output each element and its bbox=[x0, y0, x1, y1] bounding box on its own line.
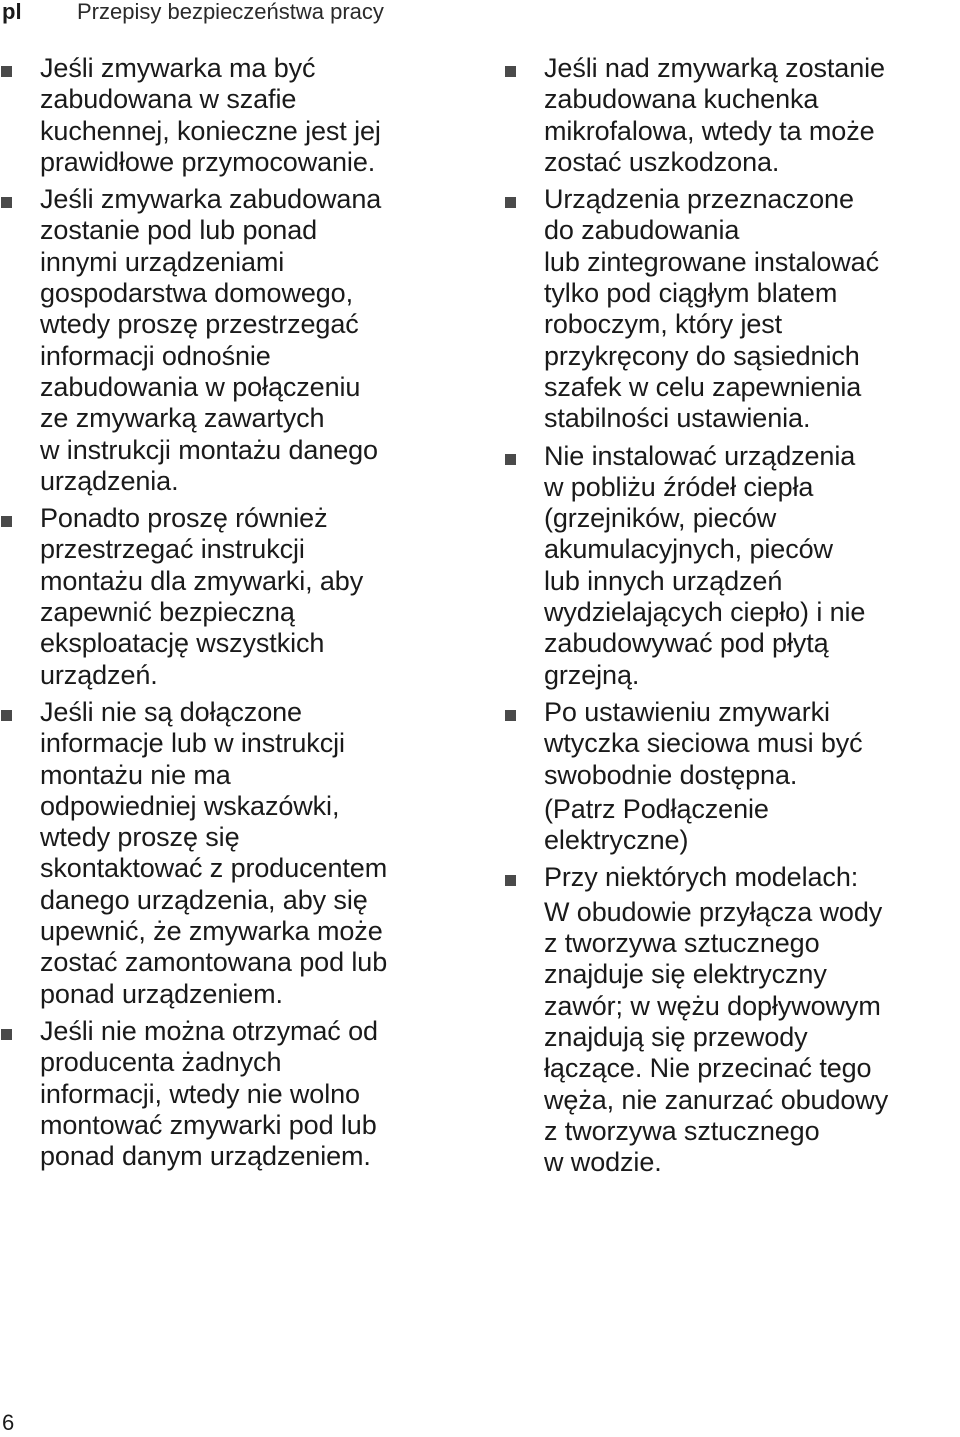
list-item-text: Po ustawieniu zmywarki wtyczka sieciowa musi być swobodnie dostępna. bbox=[544, 696, 863, 790]
list-item bbox=[0, 184, 480, 497]
language-code: pl bbox=[2, 0, 22, 24]
list-item-text: Jeśli nie można otrzymać od producenta żadnych informacji, wtedy nie wolno montować zmywarki pod lub ponad danym urządzeniem. bbox=[40, 1015, 378, 1172]
square-bullet-icon bbox=[505, 454, 516, 465]
square-bullet-icon bbox=[505, 66, 516, 77]
list-item-text: Ponadto proszę również przestrzegać instrukcji montażu dla zmywarki, aby zapewnić bezpieczną eksploatację wszystkich urządzeń. bbox=[40, 503, 364, 690]
page-header bbox=[0, 0, 960, 30]
list-item bbox=[0, 697, 480, 1010]
list-item-text: Jeśli nie są dołączone informacje lub w instrukcji montażu nie ma odpowiedniej wskazówki, wtedy proszę się skontaktować z producentem danego urządzenia, aby się upewnić, że zmywarka może zostać zamontowana pod lub ponad urządzeniem. bbox=[40, 696, 388, 1009]
section-title: Przepisy bezpieczeństwa pracy bbox=[77, 0, 384, 24]
list-item-note: W obudowie przyłącza wody z tworzywa sztucznego znajduje się elektryczny zawór; w wężu dopływowym znajdują się przewody łączące. Nie przecinać tego węża, nie zanurzać obudowy z tworzywa sztucznego w wodzie. bbox=[544, 896, 889, 1178]
list-item-note: (Patrz Podłączenie elektryczne) bbox=[544, 793, 769, 856]
list-item bbox=[0, 53, 480, 178]
list-item-text: Jeśli zmywarka zabudowana zostanie pod lub ponad innymi urządzeniami gospodarstwa domowego, wtedy proszę przestrzegać informacji odnośnie zabudowania w połączeniu ze zmywarką zawartych w instrukcji montażu danego urządzenia. bbox=[40, 184, 382, 496]
list-item bbox=[503, 441, 960, 691]
list-item bbox=[503, 184, 960, 434]
list-item-text: Przy niektórych modelach: bbox=[544, 862, 859, 893]
list-item bbox=[503, 697, 960, 856]
list-item bbox=[0, 503, 480, 691]
list-item-text: Jeśli zmywarka ma być zabudowana w szafie kuchennej, konieczne jest jej prawidłowe przymocowanie. bbox=[40, 53, 381, 177]
square-bullet-icon bbox=[1, 516, 12, 527]
left-column bbox=[0, 53, 480, 1178]
list-item bbox=[503, 862, 960, 1178]
right-column bbox=[503, 53, 960, 1184]
list-item-text: Jeśli nad zmywarką zostanie zabudowana kuchenka mikrofalowa, wtedy ta może zostać uszkodzona. bbox=[544, 53, 885, 177]
square-bullet-icon bbox=[1, 66, 12, 77]
page-number: 6 bbox=[2, 1410, 15, 1435]
square-bullet-icon bbox=[1, 197, 12, 208]
list-item-text: Urządzenia przeznaczone do zabudowania lub zintegrowane instalować tylko pod ciągłym blatem roboczym, który jest przykręcony do sąsiednich szafek w celu zapewnienia stabilności ustawienia. bbox=[544, 184, 879, 434]
square-bullet-icon bbox=[505, 875, 516, 886]
list-item bbox=[503, 53, 960, 178]
square-bullet-icon bbox=[1, 710, 12, 721]
square-bullet-icon bbox=[1, 1029, 12, 1040]
list-item-text: Nie instalować urządzenia w pobliżu źródeł ciepła (grzejników, pieców akumulacyjnych, pieców lub innych urządzeń wydzielających ciepło) i nie zabudowywać pod płytą grzejną. bbox=[544, 440, 866, 690]
list-item bbox=[0, 1016, 480, 1172]
square-bullet-icon bbox=[505, 710, 516, 721]
square-bullet-icon bbox=[505, 197, 516, 208]
